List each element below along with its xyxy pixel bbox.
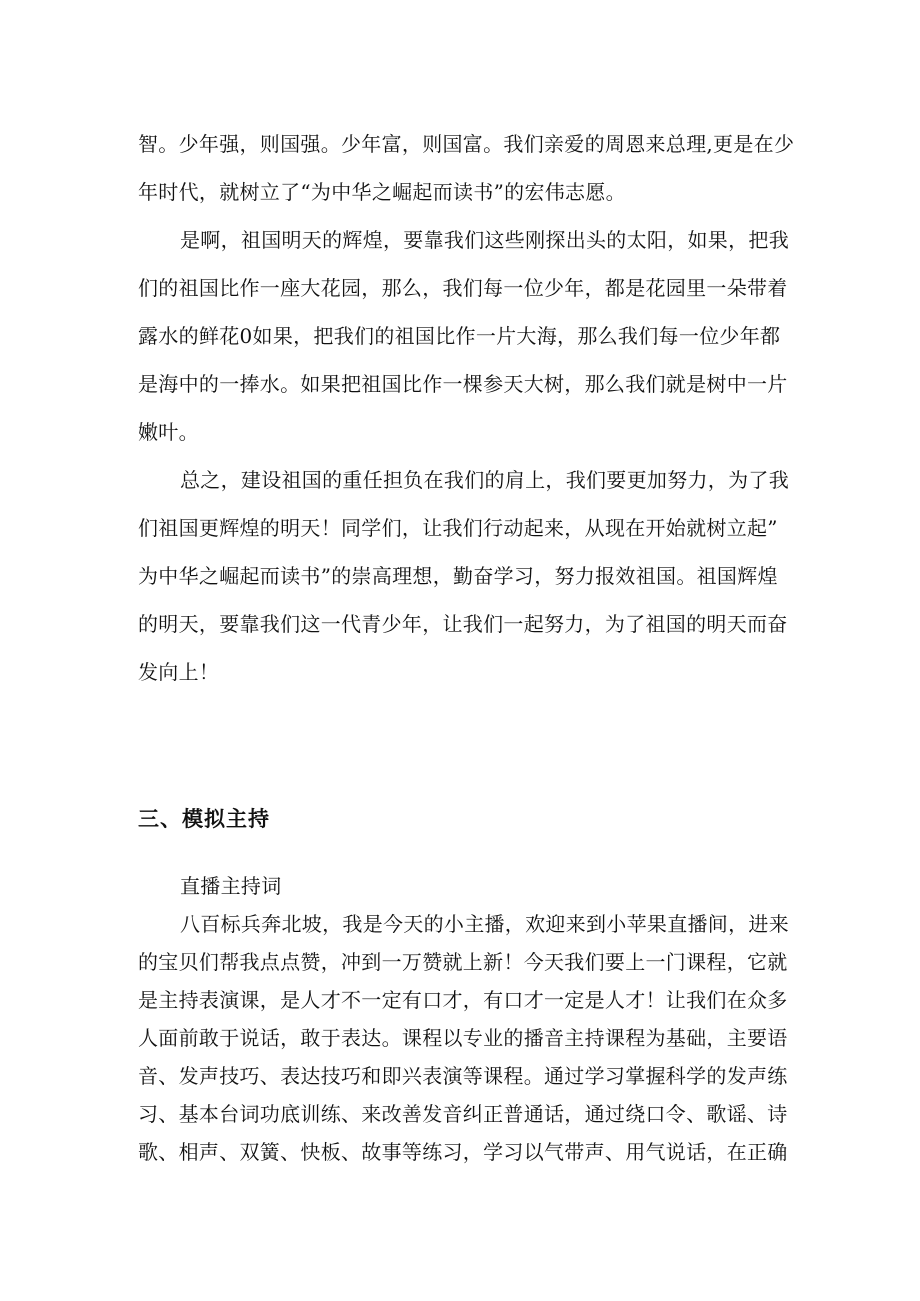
paragraph-1-line-1: 智。少年强，则国强。少年富，则国富。我们亲爱的周恩来总理,更是在少 [138,132,795,156]
paragraph-3-line-3: 为中华之崛起而读书”的崇高理想，勤奋学习，努力报效祖国。祖国辉煌 [138,564,778,588]
paragraph-4-line-3: 是主持表演课，是人才不一定有口才，有口才一定是人才！让我们在众多 [138,988,788,1012]
paragraph-3-line-1: 总之，建设祖国的重任担负在我们的肩上，我们要更加努力，为了我 [180,468,789,492]
paragraph-4-line-5: 音、发声技巧、表达技巧和即兴表演等课程。通过学习掌握科学的发声练 [138,1064,788,1088]
paragraph-1-line-2: 年时代，就树立了“为中华之崛起而读书”的宏伟志愿。 [138,180,626,204]
subheading: 直播主持词 [180,874,282,898]
paragraph-4-line-7: 歌、相声、双簧、快板、故事等练习，学习以气带声、用气说话，在正确 [138,1140,788,1164]
paragraph-2-line-1: 是啊，祖国明天的辉煌，要靠我们这些刚探出头的太阳，如果，把我 [180,228,789,252]
paragraph-4-line-4: 人面前敢于说话，敢于表达。课程以专业的播音主持课程为基础，主要语 [138,1026,788,1050]
paragraph-4-line-1: 八百标兵奔北坡，我是今天的小主播，欢迎来到小苹果直播间，进来 [180,912,789,936]
paragraph-2-line-2: 们的祖国比作一座大花园，那么，我们每一位少年，都是花园里一朵带着 [138,276,788,300]
paragraph-3-line-5: 发向上！ [138,660,220,684]
paragraph-3-line-2: 们祖国更辉煌的明天！同学们，让我们行动起来，从现在开始就树立起” [138,516,778,540]
paragraph-4-line-2: 的宝贝们帮我点点赞，冲到一万赞就上新！今天我们要上一门课程，它就 [138,950,788,974]
paragraph-3-line-4: 的明天，要靠我们这一代青少年，让我们一起努力，为了祖国的明天而奋 [138,612,788,636]
paragraph-2-line-4: 是海中的一捧水。如果把祖国比作一棵参天大树，那么我们就是树中一片 [138,372,788,396]
paragraph-2-line-3: 露水的鲜花0如果，把我们的祖国比作一片大海，那么我们每一位少年都 [138,324,781,348]
paragraph-2-line-5: 嫩叶。 [138,420,199,444]
section-heading: 三、模拟主持 [138,806,270,831]
paragraph-4-line-6: 习、基本台词功底训练、来改善发音纠正普通话，通过绕口令、歌谣、诗 [138,1102,788,1126]
